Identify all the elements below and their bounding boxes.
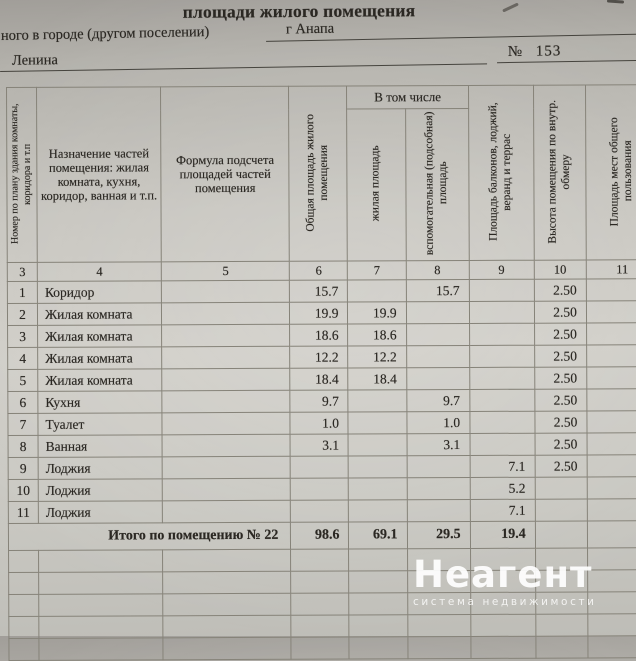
- column-header-balcony-area: Площадь балконов, лоджий, веранд и террас: [487, 102, 514, 241]
- room-name: Ванная: [38, 435, 162, 458]
- empty-row: [9, 592, 636, 617]
- column-number: 3: [7, 262, 37, 281]
- table-row: [8, 411, 636, 436]
- common-area-cell: [587, 367, 636, 389]
- row-number: 10: [8, 479, 38, 501]
- living-area-cell: [349, 500, 407, 522]
- balcony-area-cell: 7.1: [470, 499, 535, 521]
- common-area-cell: [587, 477, 636, 499]
- formula-cell: [162, 434, 290, 457]
- balcony-area-cell: [470, 411, 535, 433]
- table-row: [7, 279, 636, 304]
- pen-mark: [607, 0, 624, 4]
- empty-row: [9, 614, 636, 639]
- room-name: Туалет: [38, 413, 162, 436]
- formula-cell: [162, 302, 290, 325]
- row-number: 9: [8, 457, 38, 479]
- total-area-cell: [291, 456, 349, 478]
- height-sum: [535, 521, 587, 548]
- column-number: 9: [469, 260, 534, 279]
- room-name: Жилая комната: [38, 347, 162, 370]
- room-name: Жилая комната: [37, 303, 161, 326]
- aux-area-cell: [406, 302, 469, 324]
- column-header-room-number: Номер по плану здания комнаты, коридора и т.п: [9, 103, 34, 244]
- row-number: 8: [8, 435, 38, 457]
- watermark-tagline: система недвижимости: [413, 596, 597, 608]
- total-area-cell: 12.2: [290, 346, 348, 368]
- number-sign: №: [507, 43, 523, 61]
- formula-cell: [162, 346, 290, 369]
- common-area-cell: [587, 433, 636, 455]
- balcony-area-cell: [469, 279, 534, 301]
- table-row: [8, 433, 636, 458]
- aux-area-cell: [407, 478, 470, 500]
- column-number: 5: [161, 261, 289, 281]
- formula-cell: [162, 368, 290, 391]
- aux-area-cell: [406, 346, 469, 368]
- height-cell: 2.50: [534, 301, 586, 323]
- common-area-cell: [586, 279, 636, 301]
- column-group-header: В том числе: [347, 85, 468, 109]
- aux-area-cell: [407, 456, 470, 478]
- empty-row: [9, 636, 636, 661]
- living-area-cell: [348, 412, 406, 434]
- total-area-cell: 1.0: [290, 412, 348, 434]
- document-number: 153: [535, 43, 562, 60]
- area-table: [6, 84, 636, 661]
- row-number: 3: [8, 325, 38, 347]
- height-cell: 2.50: [534, 323, 586, 345]
- formula-cell: [162, 324, 290, 347]
- living-area-cell: 12.2: [348, 346, 406, 368]
- balcony-area-cell: 7.1: [470, 455, 535, 477]
- column-number: 7: [348, 261, 406, 280]
- page-title: площади жилого помещения: [182, 0, 416, 22]
- row-number: 2: [7, 303, 37, 325]
- total-label: Итого по помещению № 22: [8, 522, 291, 550]
- aux-area-cell: 9.7: [406, 390, 469, 412]
- room-name: Лоджия: [38, 479, 162, 502]
- height-cell: 2.50: [535, 411, 587, 433]
- aux-area-cell: [407, 500, 470, 522]
- row-number: 7: [8, 413, 38, 435]
- balcony-area-cell: [469, 367, 534, 389]
- room-name: Кухня: [38, 391, 162, 414]
- height-cell: [535, 477, 587, 499]
- aux-area-cell: 3.1: [407, 434, 470, 456]
- aux-area-sum: 29.5: [407, 522, 470, 549]
- watermark-brand-logo: Неагент: [413, 553, 593, 596]
- living-area-cell: [348, 280, 406, 302]
- living-area-cell: [349, 456, 407, 478]
- common-area-cell: [587, 499, 636, 521]
- table-row: [7, 301, 636, 326]
- total-area-cell: 19.9: [290, 302, 348, 324]
- column-header-aux-area: вспомогательная (подсобная) площадь: [423, 111, 450, 255]
- balcony-area-sum: 19.4: [470, 521, 535, 548]
- column-header-formula: Формула подсчета площадей частей помещения: [161, 86, 290, 262]
- table-row: [8, 477, 636, 502]
- living-area-cell: 18.4: [348, 368, 406, 390]
- table-row: [8, 455, 636, 480]
- total-row: [8, 521, 636, 551]
- room-name: Коридор: [37, 281, 161, 304]
- table-row: [8, 499, 636, 524]
- common-area-cell: [587, 411, 636, 433]
- height-cell: 2.50: [535, 389, 587, 411]
- living-area-cell: 19.9: [348, 302, 406, 324]
- empty-row: [9, 570, 636, 595]
- column-header-height: Высота помещения по внутр. обмеру: [545, 99, 572, 243]
- balcony-area-cell: [469, 389, 534, 411]
- total-area-cell: 18.6: [290, 324, 348, 346]
- aux-area-cell: 15.7: [406, 280, 469, 302]
- room-name: Жилая комната: [38, 325, 162, 348]
- total-area-cell: 18.4: [290, 368, 348, 390]
- balcony-area-cell: [470, 433, 535, 455]
- column-header-purpose: Назначение частей помещения: жилая комната, кухня, коридор, ванная и т.п.: [37, 87, 162, 263]
- aux-area-cell: [406, 324, 469, 346]
- formula-cell: [162, 456, 290, 479]
- table-row: [8, 323, 636, 348]
- street-value: Ленина: [11, 52, 58, 69]
- column-header-living-area: жилая площадь: [369, 145, 382, 222]
- column-number: 6: [290, 261, 348, 280]
- balcony-area-cell: [469, 323, 534, 345]
- living-area-cell: 18.6: [348, 324, 406, 346]
- aux-area-cell: [406, 368, 469, 390]
- height-cell: 2.50: [535, 455, 587, 477]
- row-number: 11: [8, 501, 38, 523]
- balcony-area-cell: 5.2: [470, 477, 535, 499]
- common-area-cell: [586, 301, 636, 323]
- street-underline: [0, 63, 487, 72]
- column-header-total-area: Общая площадь жилого помещения: [304, 113, 331, 232]
- row-number: 6: [8, 391, 38, 413]
- living-area-cell: [348, 390, 406, 412]
- aux-area-cell: 1.0: [406, 412, 469, 434]
- height-cell: 2.50: [534, 279, 586, 301]
- row-number: 5: [8, 369, 38, 391]
- total-area-cell: [291, 478, 349, 500]
- row-number: 1: [7, 281, 37, 303]
- formula-cell: [162, 390, 290, 413]
- living-area-cell: [349, 434, 407, 456]
- formula-cell: [162, 478, 290, 501]
- common-area-sum: [587, 521, 636, 548]
- empty-row: [9, 548, 636, 573]
- location-label: ного в городе (другом поселении): [0, 23, 210, 44]
- city-value: г Анапа: [285, 20, 335, 38]
- height-cell: 2.50: [535, 433, 587, 455]
- balcony-area-cell: [469, 301, 534, 323]
- common-area-cell: [587, 389, 636, 411]
- formula-cell: [162, 412, 290, 435]
- row-number: 4: [8, 347, 38, 369]
- formula-cell: [162, 280, 290, 303]
- living-area-cell: [349, 478, 407, 500]
- room-name: Лоджия: [38, 457, 162, 480]
- column-number: 11: [586, 260, 636, 279]
- total-area-cell: 9.7: [290, 390, 348, 412]
- common-area-cell: [586, 345, 636, 367]
- height-cell: [535, 499, 587, 521]
- total-area-cell: [291, 500, 349, 522]
- total-area-cell: 3.1: [290, 434, 348, 456]
- header-row: [7, 85, 636, 111]
- column-number: 10: [534, 260, 586, 279]
- column-number: 4: [37, 262, 161, 282]
- column-number: 8: [406, 261, 469, 280]
- balcony-area-cell: [469, 345, 534, 367]
- common-area-cell: [587, 455, 636, 477]
- room-name: Жилая комната: [38, 369, 162, 392]
- height-cell: 2.50: [534, 367, 586, 389]
- column-header-common-area: Площадь мест общего пользования: [607, 116, 634, 226]
- common-area-cell: [586, 323, 636, 345]
- table-row: [8, 345, 636, 370]
- table-row: [8, 367, 636, 392]
- height-cell: 2.50: [534, 345, 586, 367]
- living-area-sum: 69.1: [349, 522, 407, 549]
- room-name: Лоджия: [38, 501, 162, 524]
- total-area-sum: 98.6: [291, 522, 349, 549]
- table-row: [8, 389, 636, 414]
- total-area-cell: 15.7: [290, 280, 348, 302]
- formula-cell: [163, 500, 291, 523]
